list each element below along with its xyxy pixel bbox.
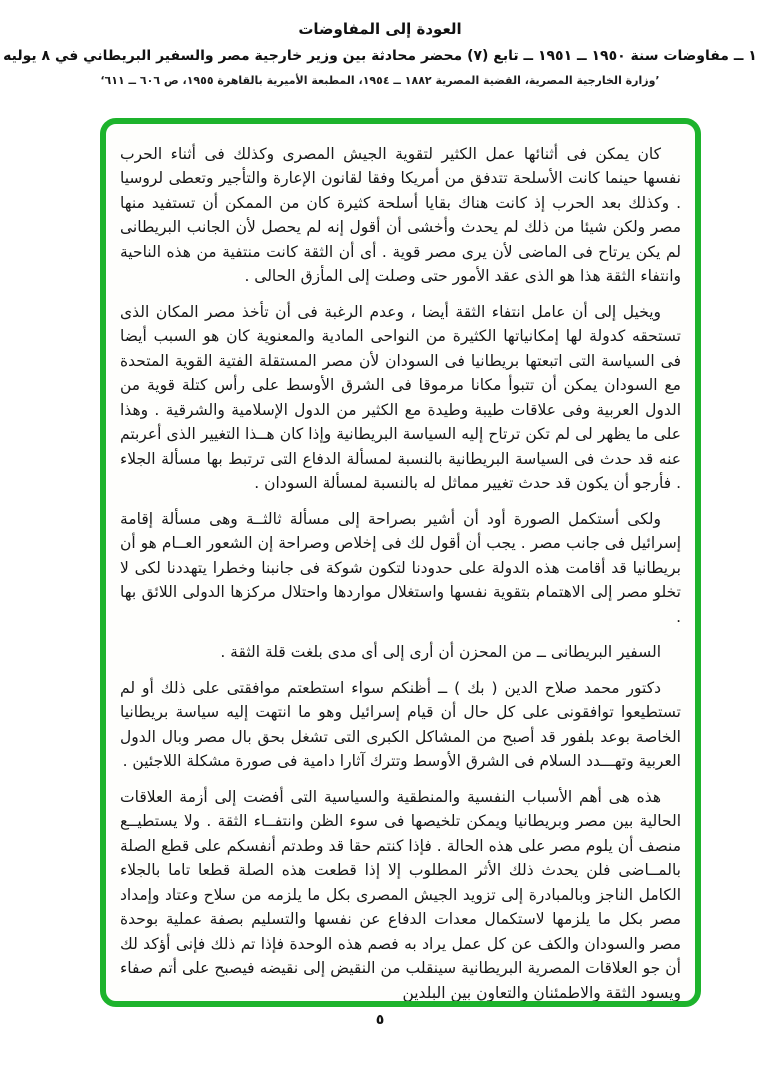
paragraph: ويخيل إلى أن عامل انتفاء الثقة أيضا ، وعدم الرغبة فى أن تأخذ مصر المكان الذى تستحقه كدولة لها إمكانياتها الكثيرة من النواحى المادية والمعنوية كان هو السبب أيضا فى السياسة التى اتبعتها بريطانيا فى السودان لأن مصر المستقلة الفتية القوية المتحدة مع السودان يمكن أن تتبوأ مكانا مرموقا فى الشرق الأوسط على رأس كتلة قوية من الدول العربية وفى علاقات طيبة وطيدة مع الكثير من الدول الإسلامية والشرقية . وهذا على ما يظهر لى لم تكن ترتاح إليه السياسة البريطانية وإذا كان هــذا التغيير الذى أعربتم عنه قد حدث فى السياسة البريطانية بالنسبة لمسألة الدفاع التى ترتبط بها مسألة الجلاء . فأرجو أن يكون قد حدث تغيير مماثل له بالنسبة لمسألة السودان . <box>120 302 681 493</box>
page-number: ٥ <box>375 1012 385 1028</box>
scanned-document-frame <box>100 118 701 1007</box>
entry-heading: ١ ــ مفاوضات سنة ١٩٥٠ ــ ١٩٥١ ــ تابع (٧) محضر محادثة بين وزير خارجية مصر والسفير البريطاني في ٨ يوليه <box>3 48 757 64</box>
paragraph: ولكى أستكمل الصورة أود أن أشير بصراحة إلى مسألة ثالثــة وهى مسألة إقامة إسرائيل فى جانب مصر . يجب أن أقول لك فى إخلاص وصراحة إن الشعور العــام هو أن بريطانيا قد أقامت هذه الدولة على حدودنا لتكون شوكة فى جانبنا وخطرا يتهددنا لكى لا تخلو مصر إلى الاهتمام بتقوية نفسها واستغلال مواردها واحتلال مركزها الدولى اللائق بها . <box>120 509 681 626</box>
paragraph: كان يمكن فى أثنائها عمل الكثير لتقوية الجيش المصرى وكذلك فى أثناء الحرب نفسها حينما كانت الأسلحة تتدفق من أمريكا وفقا لقانون الإعارة والتأجير وتعطى لروسيا . وكذلك بعد الحرب إذ كانت هناك بقايا أسلحة كثيرة كان من الممكن أن تستفيد منها مصر ولكن شيئا من ذلك لم يحدث وأخشى أن أقول إنه لم يحصل لأن الجانب البريطانى لم يكن يرتاح فى الماضى لأن يرى مصر قوية . أى أن الثقة كانت منتفية من هذه الناحية وانتفاء الثقة هذا هو الذى عقد الأمور حتى وصلت إلى المأزق الحالى . <box>120 145 681 286</box>
paragraph: هذه هى أهم الأسباب النفسية والمنطقية والسياسية التى أفضت إلى أزمة العلاقات الحالية بين مصر وبريطانيا ويمكن تلخيصها فى سوء الظن وانتفــاء الثقة . ولا يستطيــع منصف أن يلوم مصر على هذه الحالة . فإذا كنتم حقا قد وطدتم أنفسكم على قطع الصلة بالمــاضى فلن يحدث ذلك الأثر المطلوب إلا إذا قطعت هذه الصلة قطعا تاما بالجلاء الكامل الناجز وبالمبادرة إلى تزويد الجيش المصرى بكل ما يلزمه من سلاح وعتاد وإمداد مصر بكل ما يلزمها لاستكمال معدات الدفاع عن نفسها والتسليم بصفة عملية بوحدة مصر والسودان والكف عن كل عمل يراد به فصم هذه الوحدة فإذا تم ذلك فإنى أؤكد لك أن جو العلاقات المصرية البريطانية سينقلب من النقيض إلى نقيضه فيصبح على أتم صفاء ويسود الثقة والاطمئنان والتعاون بين البلدين <box>120 787 681 1002</box>
paragraph: السفير البريطانى ــ من المحزن أن أرى إلى أى مدى بلغت قلة الثقة . <box>220 643 661 662</box>
paragraph: دكتور محمد صلاح الدين ( بك ) ــ أظنكم سواء استطعتم موافقتى على ذلك أو لم تستطيعوا توافقونى على كل حال أن قيام إسرائيل وهو ما انتهت إليه سياسة بريطانيا الخاصة بوعد بلفور قد أصبح من المشاكل الكبرى التى تشغل بحق بال مصر وبال الدول العربية وتهـــدد السلام فى الشرق الأوسط وتترك آثارا دامية فى صورة مشكلة اللاجئين . <box>120 678 681 771</box>
source-citation: ’وزارة الخارجية المصرية، القضية المصرية ١٨٨٢ ــ ١٩٥٤، المطبعة الأميرية بالقاهرة ١٩٥٥، ص ٦٠٦ ــ ٦١١‘ <box>100 74 660 87</box>
document-body <box>120 142 681 1002</box>
page-title: العودة إلى المفاوضات <box>298 20 462 38</box>
